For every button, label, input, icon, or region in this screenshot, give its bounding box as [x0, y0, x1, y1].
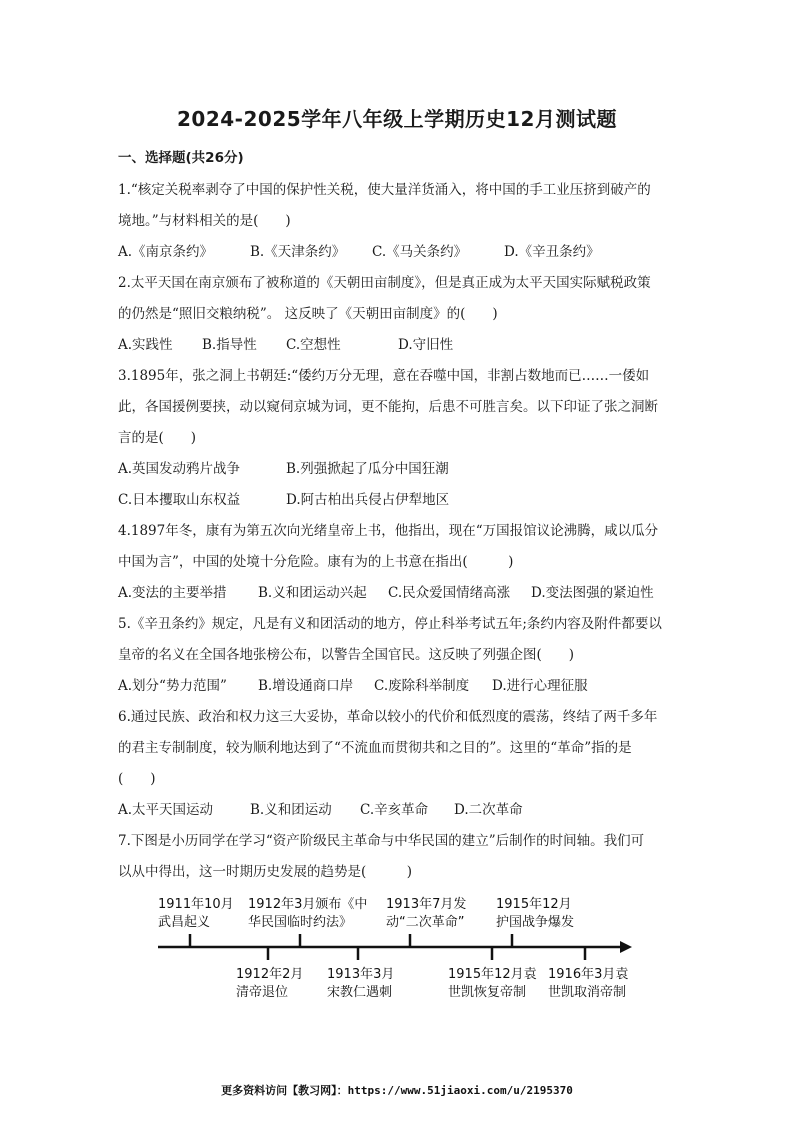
- history-timeline: [150, 892, 640, 1012]
- q1-option-a: A.《南京条约》: [118, 244, 214, 260]
- q7-line-2: 以从中得出，这一时期历史发展的趋势是( ): [118, 864, 413, 880]
- q6-line-2: 的君主专制制度，较为顺利地达到了“不流血而贯彻共和之目的”。这里的“革命”指的是: [118, 740, 632, 756]
- q3-line-1: 3.1895年，张之洞上书朝廷:“倭约万分无理，意在吞噬中国，非割占数地而已……一倭如: [118, 368, 650, 384]
- q1-option-c: C.《马关条约》: [372, 244, 468, 260]
- q2-line-2: 的仍然是“照旧交粮纳税”。 这反映了《天朝田亩制度》的( ): [118, 306, 498, 322]
- q5-option-a: A.划分“势力范围”: [118, 678, 227, 694]
- q3-options-row-2: [118, 488, 449, 508]
- q5-option-d: D.进行心理征服: [492, 678, 588, 694]
- q3-option-a: A.英国发动鸦片战争: [118, 461, 241, 477]
- q4-option-d: D.变法图强的紧迫性: [531, 585, 654, 601]
- timeline-event-bottom-3: [448, 966, 537, 1002]
- q3-options-row-1: [118, 457, 449, 477]
- q5-option-c: C.废除科举制度: [374, 678, 470, 694]
- timeline-date: 1915年12月: [496, 897, 572, 912]
- q3-line-3: 言的是( ): [118, 430, 197, 446]
- q1-option-d: D.《辛丑条约》: [504, 244, 600, 260]
- q6-line-3: ( ): [118, 771, 156, 787]
- q3-option-d: D.阿古柏出兵侵占伊犁地区: [286, 492, 450, 508]
- q6-option-d: D.二次革命: [454, 802, 523, 818]
- timeline-event: 世凯恢复帝制: [448, 985, 527, 1000]
- timeline-date: 1912年3月颁布《中: [248, 897, 368, 912]
- q2-line-1: 2.太平天国在南京颁布了被称道的《天朝田亩制度》，但是真正成为太平天国实际赋税政策: [118, 275, 651, 291]
- timeline-event: 华民国临时约法》: [248, 915, 353, 930]
- q2-option-c: C.空想性: [286, 337, 341, 353]
- q3-option-b: B.列强掀起了瓜分中国狂潮: [286, 461, 449, 477]
- timeline-event: 动“二次革命”: [386, 915, 465, 930]
- timeline-date: 1912年2月: [236, 967, 304, 982]
- timeline-arrow-head: [620, 941, 632, 953]
- timeline-event-bottom-4: [548, 966, 628, 1002]
- q4-line-2: 中国为言”，中国的处境十分危险。康有为的上书意在指出( ): [118, 554, 514, 570]
- timeline-event: 清帝退位: [236, 985, 289, 1000]
- timeline-event: 世凯取消帝制: [548, 985, 627, 1000]
- timeline-event-top-1: [158, 896, 234, 932]
- q7-line-1: 7.下图是小历同学在学习“资产阶级民主革命与中华民国的建立”后制作的时间轴。我们可: [118, 833, 645, 849]
- q4-line-1: 4.1897年冬，康有为第五次向光绪皇帝上书，他指出，现在“万国报馆议论沸腾，咸以瓜分: [118, 523, 659, 539]
- timeline-event: 护国战争爆发: [496, 915, 575, 930]
- q2-option-d: D.守旧性: [398, 337, 454, 353]
- q6-option-a: A.太平天国运动: [118, 802, 214, 818]
- q1-line-2: 境地。”与材料相关的是( ): [118, 213, 291, 229]
- timeline-date: 1913年7月发: [386, 897, 467, 912]
- timeline-event-bottom-2: [327, 966, 394, 1002]
- q4-option-b: B.义和团运动兴起: [258, 585, 367, 601]
- q5-line-1: 5.《辛丑条约》规定，凡是有义和团活动的地方，停止科举考试五年;条约内容及附件都要以: [118, 616, 662, 632]
- timeline-event: 宋教仁遇刺: [327, 985, 393, 1000]
- timeline-date: 1916年3月袁: [548, 967, 629, 982]
- q6-options: [118, 798, 523, 818]
- q6-option-b: B.义和团运动: [250, 802, 332, 818]
- timeline-date: 1913年3月: [327, 967, 395, 982]
- timeline-date: 1915年12月袁: [448, 967, 537, 982]
- q5-line-2: 皇帝的名义在全国各地张榜公布，以警告全国官民。这反映了列强企图( ): [118, 647, 575, 663]
- footer-link[interactable]: 更多资料访问【教习网】：https://www.51jiaoxi.com/u/2195370: [221, 1084, 573, 1097]
- q2-option-b: B.指导性: [202, 337, 257, 353]
- q3-line-2: 此，各国援例要挟，动以窥伺京城为词，更不能拘，后患不可胜言矣。以下印证了张之洞断: [118, 399, 658, 415]
- q1-line-1: 1.“核定关税率剥夺了中国的保护性关税，使大量洋货涌入，将中国的手工业压挤到破产的: [118, 182, 651, 198]
- timeline-event-bottom-1: [236, 966, 303, 1002]
- q6-line-1: 6.通过民族、政治和权力这三大妥协，革命以较小的代价和低烈度的震荡，终结了两千多年: [118, 709, 658, 725]
- q3-option-c: C.日本攫取山东权益: [118, 492, 241, 508]
- section-heading: 一、选择题(共26分): [118, 150, 244, 166]
- timeline-event-top-4: [496, 896, 574, 932]
- timeline-date: 1911年10月: [158, 897, 234, 912]
- q1-options: [118, 240, 600, 260]
- q4-options: [118, 581, 654, 601]
- page-title: 2024-2025学年八年级上学期历史12月测试题: [177, 107, 617, 131]
- q6-option-c: C.辛亥革命: [360, 802, 429, 818]
- q1-option-b: B.《天津条约》: [250, 244, 346, 260]
- q5-options: [118, 674, 588, 694]
- q4-option-a: A.变法的主要举措: [118, 585, 227, 601]
- timeline-event-top-2: [248, 896, 367, 932]
- q4-option-c: C.民众爱国情绪高涨: [388, 585, 511, 601]
- q2-option-a: A.实践性: [118, 337, 173, 353]
- timeline-event: 武昌起义: [158, 915, 211, 930]
- q2-options: [118, 333, 453, 353]
- timeline-event-top-3: [386, 896, 466, 932]
- q5-option-b: B.增设通商口岸: [258, 678, 354, 694]
